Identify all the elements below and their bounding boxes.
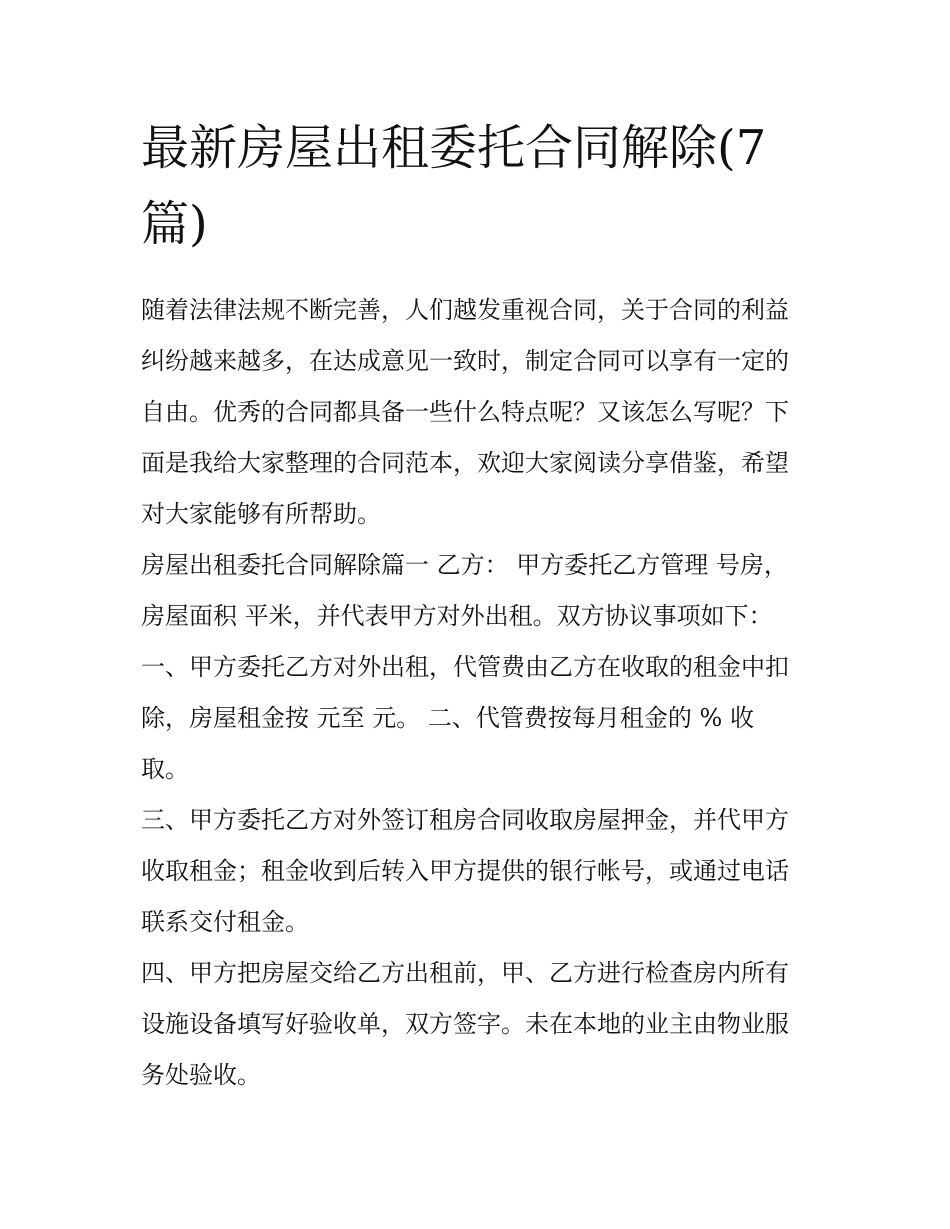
text-line: 四、甲方把房屋交给乙方出租前，甲、乙方进行检查房内所有 xyxy=(141,959,789,987)
text-line: 对大家能够有所帮助。 xyxy=(141,500,381,528)
text-line: 收取租金；租金收到后转入甲方提供的银行帐号，或通过电话 xyxy=(141,857,789,885)
text-line: 面是我给大家整理的合同范本，欢迎大家阅读分享借鉴，希望 xyxy=(141,449,789,477)
document-page xyxy=(141,112,813,1101)
document-body xyxy=(141,285,813,1101)
document-title xyxy=(141,112,813,260)
title-line-2: 篇) xyxy=(141,196,208,252)
text-line: 设施设备填写好验收单，双方签字。未在本地的业主由物业服 xyxy=(141,1010,789,1038)
text-line: 取。 xyxy=(141,755,189,783)
text-line: 务处验收。 xyxy=(141,1061,261,1089)
text-line: 自由。优秀的合同都具备一些什么特点呢？又该怎么写呢？下 xyxy=(141,398,789,426)
text-line: 房屋面积 平米，并代表甲方对外出租。双方协议事项如下： xyxy=(141,602,773,630)
text-line: 联系交付租金。 xyxy=(141,908,309,936)
text-line: 除，房屋租金按 元至 元。 二、代管费按每月租金的 % 收 xyxy=(141,704,754,732)
text-line: 三、甲方委托乙方对外签订租房合同收取房屋押金，并代甲方 xyxy=(141,806,789,834)
text-line: 一、甲方委托乙方对外出租，代管费由乙方在收取的租金中扣 xyxy=(141,653,789,681)
text-line: 纠纷越来越多，在达成意见一致时，制定合同可以享有一定的 xyxy=(141,347,789,375)
title-line-1: 最新房屋出租委托合同解除(7 xyxy=(141,120,767,176)
text-line: 随着法律法规不断完善，人们越发重视合同，关于合同的利益 xyxy=(141,296,789,324)
text-line: 房屋出租委托合同解除篇一 乙方： 甲方委托乙方管理 号房， xyxy=(141,551,788,579)
